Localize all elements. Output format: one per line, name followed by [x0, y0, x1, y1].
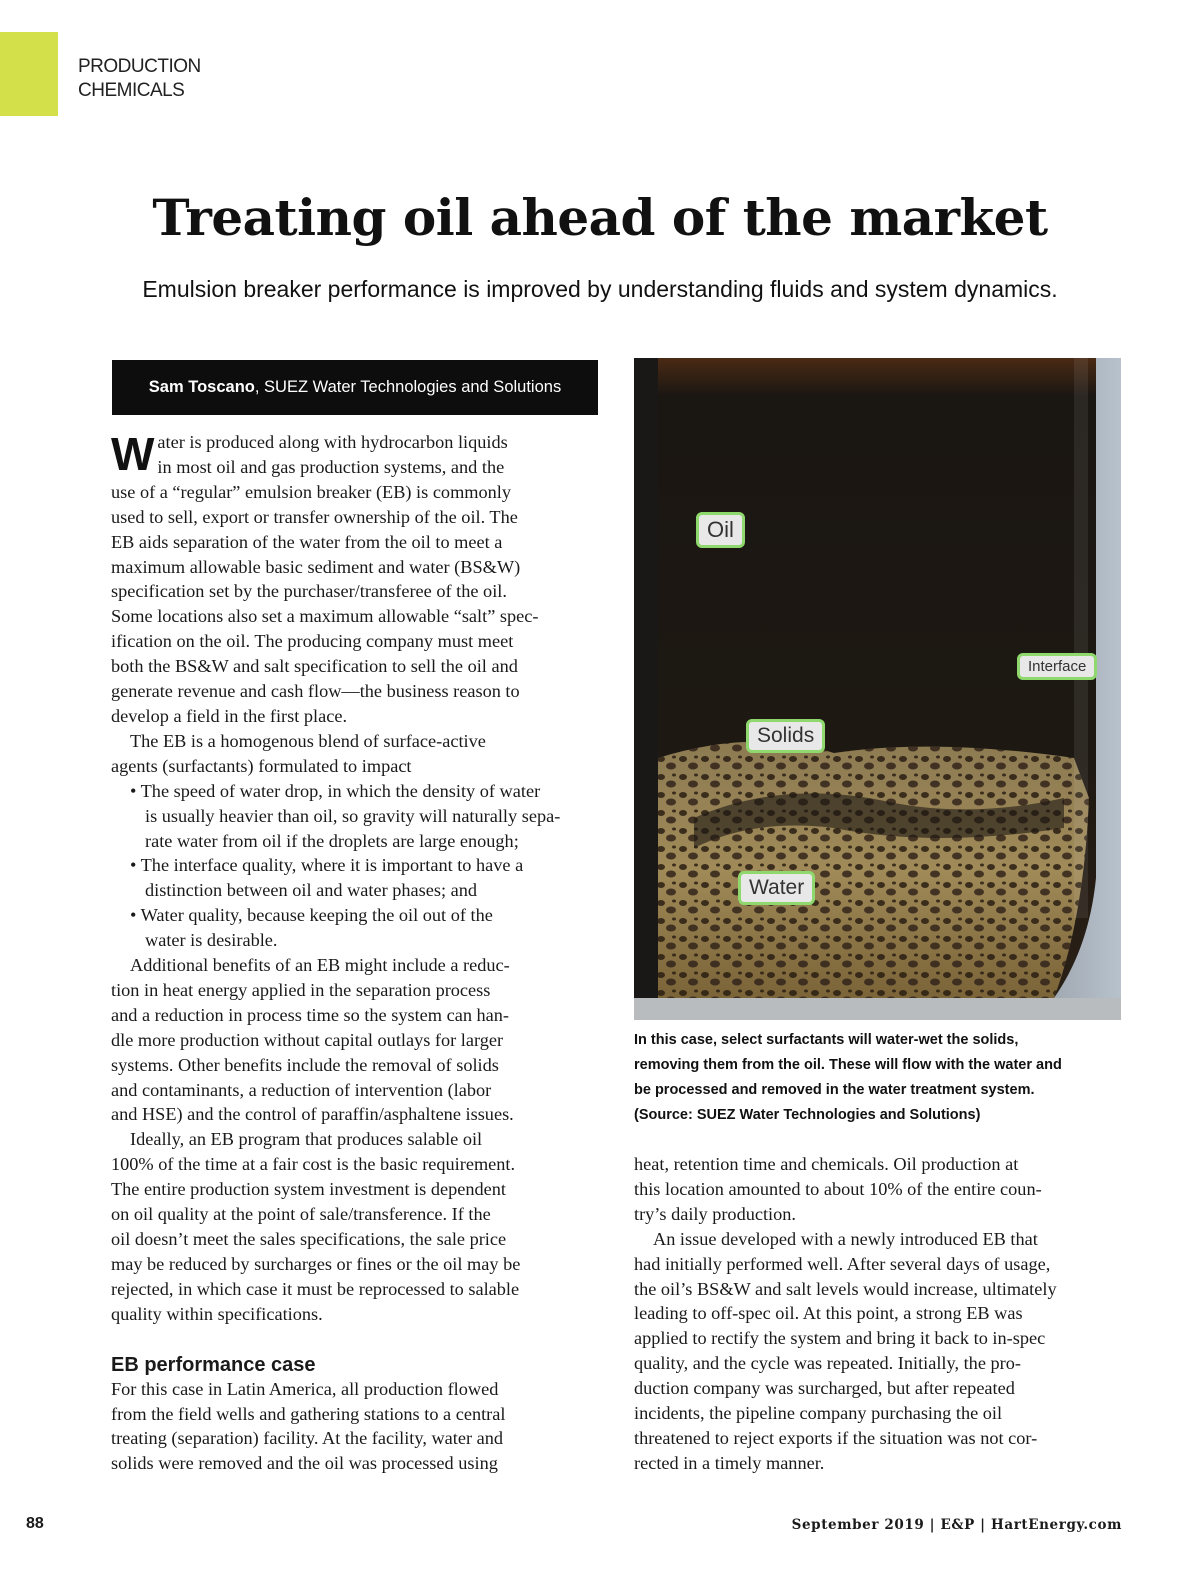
body-line: incidents, the pipeline company purchasing the oil: [634, 1403, 1003, 1424]
photo-label-oil: Oil: [696, 512, 745, 548]
article-title: Treating oil ahead of the market: [152, 188, 1048, 247]
photo-caption: [634, 1028, 1124, 1128]
body-line: develop a field in the first place.: [111, 705, 348, 726]
bullet-item: • Water quality, because keeping the oil out of the: [130, 905, 493, 926]
body-line: had initially performed well. After several days of usage,: [634, 1253, 1051, 1274]
body-line: maximum allowable basic sediment and water (BS&W): [111, 556, 521, 577]
body-line: quality within specifications.: [111, 1303, 323, 1324]
body-line: ater is produced along with hydrocarbon liquids: [157, 432, 508, 452]
emulsion-sample-photo: [634, 358, 1121, 1020]
body-line: on oil quality at the point of sale/transference. If the: [111, 1204, 491, 1225]
body-line: tion in heat energy applied in the separation process: [111, 979, 491, 1000]
body-line: rected in a timely manner.: [634, 1452, 825, 1473]
body-line: rejected, in which case it must be reprocessed to salable: [111, 1278, 520, 1299]
caption-line: be processed and removed in the water treatment system.: [634, 1082, 1035, 1098]
author-name: Sam Toscano: [148, 378, 255, 396]
photo-label-interface: Interface: [1017, 653, 1097, 680]
photo-label-solids: Solids: [746, 719, 825, 753]
bullet-item: • The speed of water drop, in which the density of water: [130, 780, 541, 801]
body-line: the oil’s BS&W and salt levels would increase, ultimately: [634, 1278, 1057, 1299]
body-line: quality, and the cycle was repeated. Initially, the pro-: [634, 1353, 1021, 1374]
section-color-tab: [0, 32, 58, 116]
body-line: dle more production without capital outlays for larger: [111, 1029, 504, 1050]
body-line: generate revenue and cash flow—the business reason to: [111, 681, 520, 702]
article-subtitle: Emulsion breaker performance is improved by understanding fluids and system dynamics.: [142, 276, 1058, 302]
body-line: and HSE) and the control of paraffin/asphaltene issues.: [111, 1104, 514, 1125]
body-line: and contaminants, a reduction of intervention (labor: [111, 1079, 492, 1100]
body-line: systems. Other benefits include the removal of solids: [111, 1054, 499, 1075]
body-line: solids were removed and the oil was processed using: [111, 1453, 498, 1474]
page-number: 88: [26, 1515, 44, 1532]
body-line: Additional benefits of an EB might include a reduc-: [130, 955, 510, 976]
sample-jar-illustration: [634, 358, 1121, 1020]
section-label-line: PRODUCTION: [78, 56, 201, 77]
drop-cap: W: [111, 428, 155, 480]
body-line: ification on the oil. The producing company must meet: [111, 631, 514, 652]
caption-line: (Source: SUEZ Water Technologies and Solutions): [634, 1107, 981, 1123]
body-line: For this case in Latin America, all production flowed: [111, 1378, 499, 1399]
section-label-line: CHEMICALS: [78, 80, 185, 101]
body-line: from the field wells and gathering stations to a central: [111, 1403, 506, 1424]
body-line: EB aids separation of the water from the oil to meet a: [111, 531, 503, 552]
body-line: treating (separation) facility. At the facility, water and: [111, 1428, 504, 1449]
left-column: [111, 430, 601, 1476]
section-subhead: EB performance case: [111, 1353, 316, 1376]
body-line: and a reduction in process time so the system can han-: [111, 1004, 510, 1025]
body-line: Ideally, an EB program that produces salable oil: [130, 1129, 483, 1150]
body-line: this location amounted to about 10% of the entire coun-: [634, 1178, 1042, 1199]
body-line: applied to rectify the system and bring it back to in-spec: [634, 1328, 1046, 1349]
body-line: used to sell, export or transfer ownership of the oil. The: [111, 506, 518, 527]
body-line: The EB is a homogenous blend of surface-active: [130, 730, 486, 751]
body-line: Some locations also set a maximum allowable “salt” spec-: [111, 606, 539, 627]
body-line: in most oil and gas production systems, and the: [157, 456, 505, 477]
body-line: The entire production system investment is dependent: [111, 1179, 506, 1200]
bullet-item: rate water from oil if the droplets are large enough;: [145, 830, 519, 851]
photo-label-water: Water: [738, 871, 815, 905]
right-column: [634, 1152, 1122, 1476]
body-line: try’s daily production.: [634, 1203, 796, 1224]
bullet-item: • The interface quality, where it is important to have a: [130, 855, 524, 876]
body-line: 100% of the time at a fair cost is the basic requirement.: [111, 1154, 516, 1175]
body-line: threatened to reject exports if the situation was not cor-: [634, 1427, 1038, 1448]
body-line: specification set by the purchaser/transferee of the oil.: [111, 581, 507, 602]
body-line: leading to off-spec oil. At this point, a strong EB was: [634, 1303, 1023, 1324]
body-line: An issue developed with a newly introduced EB that: [653, 1228, 1038, 1249]
byline: [112, 360, 598, 415]
body-line: duction company was surcharged, but after repeated: [634, 1378, 1015, 1399]
section-label: [78, 55, 201, 103]
body-line: both the BS&W and salt specification to sell the oil and: [111, 656, 518, 677]
body-line: use of a “regular” emulsion breaker (EB) is commonly: [111, 481, 512, 502]
caption-line: removing them from the oil. These will flow with the water and: [634, 1057, 1062, 1073]
body-line: agents (surfactants) formulated to impact: [111, 755, 412, 776]
bullet-item: distinction between oil and water phases; and: [145, 880, 478, 901]
caption-line: In this case, select surfactants will water-wet the solids,: [634, 1032, 1019, 1048]
body-line: oil doesn’t meet the sales specifications, the sale price: [111, 1229, 507, 1249]
body-line: may be reduced by surcharges or fines or the oil may be: [111, 1253, 521, 1274]
footer-issue-info: September 2019 | E&P | HartEnergy.com: [791, 1517, 1122, 1533]
author-affiliation: , SUEZ Water Technologies and Solutions: [254, 378, 562, 396]
bullet-item: water is desirable.: [145, 930, 278, 951]
body-line: heat, retention time and chemicals. Oil production at: [634, 1154, 1019, 1174]
bullet-item: is usually heavier than oil, so gravity will naturally sepa-: [145, 805, 561, 826]
